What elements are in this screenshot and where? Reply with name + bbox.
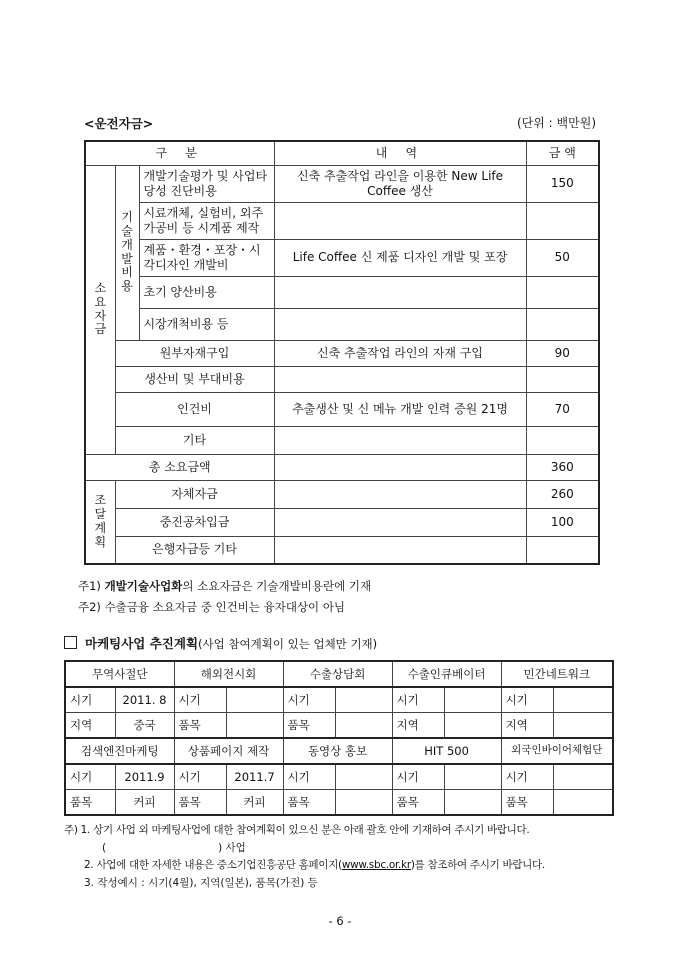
- header-hit-500: HIT 500: [392, 738, 501, 764]
- tech-content: 신축 추출작업 라인을 이용한 New Life Coffee 생산: [274, 165, 526, 202]
- period-label: 시기: [174, 687, 226, 713]
- tech-amount: 150: [526, 165, 599, 202]
- trade-mission-period: 2011. 8: [115, 687, 174, 713]
- header-overseas-exhibition: 해외전시회: [174, 661, 283, 687]
- table-row: [85, 426, 599, 454]
- period-label: 시기: [392, 687, 444, 713]
- table-row: [85, 366, 599, 392]
- header-content: 내 역: [274, 141, 526, 165]
- unit-label: (단위 : 백만원): [517, 116, 596, 130]
- sbc-homepage-link[interactable]: www.sbc.or.kr: [341, 859, 411, 872]
- region-label: 지역: [501, 713, 553, 739]
- exhibition-item: [226, 713, 283, 739]
- tech-item: 시장개척비용 등: [139, 308, 274, 340]
- other-item: 생산비 및 부대비용: [115, 366, 274, 392]
- item-label: 품목: [174, 713, 226, 739]
- table-row: [85, 276, 599, 308]
- header-amount: 금 액: [526, 141, 599, 165]
- period-label: 시기: [65, 687, 115, 713]
- marketing-note-3: 3. 작성예시 : 시기(4월), 지역(일본), 품목(가전) 등: [84, 876, 318, 889]
- table-row: [85, 392, 599, 426]
- period-label: 시기: [501, 687, 553, 713]
- product-page-item: 커피: [226, 790, 283, 816]
- item-label: 품목: [392, 790, 444, 816]
- hit500-period: [444, 764, 501, 790]
- marketing-header-row-1: [65, 661, 613, 687]
- note-1: 주1) 개발기술사업화의 소요자금은 기술개발비용란에 기재: [78, 579, 372, 593]
- tech-item: 시료개체, 실험비, 외주가공비 등 시계품 제작: [139, 202, 274, 239]
- funding-item: 자체자금: [115, 480, 274, 508]
- funding-item: 중진공차입금: [115, 508, 274, 536]
- item-label: 품목: [283, 713, 335, 739]
- header-trade-mission: 무역사절단: [65, 661, 174, 687]
- funding-content: [274, 480, 526, 508]
- header-foreign-buyer: 외국인바이어체험단: [501, 738, 613, 764]
- marketing-period-row-1: [65, 687, 613, 713]
- consultation-item: [335, 713, 392, 739]
- exhibition-period: [226, 687, 283, 713]
- marketing-note-1: 주) 1. 상기 사업 외 마케팅사업에 대한 참여계획이 있으신 분은 아래 괄호 안에 기재하여 주시기 바랍니다.: [64, 824, 530, 836]
- item-label: 품목: [283, 790, 335, 816]
- table-row: [85, 239, 599, 276]
- total-amount: 360: [526, 454, 599, 480]
- other-content: [274, 366, 526, 392]
- tech-content: Life Coffee 신 제품 디자인 개발 및 포장: [274, 239, 526, 276]
- note-2: 주2) 수출금융 소요자금 중 인건비는 융자대상이 아님: [78, 600, 346, 614]
- header-search-engine-marketing: 검색엔진마케팅: [65, 738, 174, 764]
- tech-amount: [526, 202, 599, 239]
- marketing-period-row-2: [65, 764, 613, 790]
- hit500-item: [444, 790, 501, 816]
- network-period: [553, 687, 613, 713]
- table-row: [85, 165, 599, 202]
- buyer-period: [553, 764, 613, 790]
- search-engine-period: 2011.9: [115, 764, 174, 790]
- incubator-period: [444, 687, 501, 713]
- other-amount: 70: [526, 392, 599, 426]
- other-item: 기타: [115, 426, 274, 454]
- funding-amount: [526, 536, 599, 564]
- funding-amount: 100: [526, 508, 599, 536]
- period-label: 시기: [174, 764, 226, 790]
- tech-item: 초기 양산비용: [139, 276, 274, 308]
- incubator-region: [444, 713, 501, 739]
- marketing-section-title: 마케팅사업 추진계획(사업 참여계획이 있는 업체만 기재): [64, 634, 377, 652]
- table-row: [85, 536, 599, 564]
- header-product-page: 상품페이지 제작: [174, 738, 283, 764]
- funding-item: 은행자금등 기타: [115, 536, 274, 564]
- table-row: [85, 480, 599, 508]
- other-content: 신축 추출작업 라인의 자재 구입: [274, 340, 526, 366]
- page-number: - 6 -: [328, 914, 352, 928]
- marketing-note-1b: ( ) 사업: [102, 841, 246, 854]
- other-content: 추출생산 및 신 메뉴 개발 인력 증원 21명: [274, 392, 526, 426]
- tech-amount: 50: [526, 239, 599, 276]
- marketing-item-row-2: [65, 790, 613, 816]
- table-row: [85, 340, 599, 366]
- other-item: 원부자재구입: [115, 340, 274, 366]
- total-row: [85, 454, 599, 480]
- network-region: [553, 713, 613, 739]
- tech-content: [274, 308, 526, 340]
- table-row: [85, 508, 599, 536]
- table-header-row: [85, 141, 599, 165]
- tech-content: [274, 202, 526, 239]
- working-capital-title: <운전자금>: [84, 116, 154, 131]
- marketing-notes: [64, 824, 634, 889]
- marketing-table: [64, 660, 614, 816]
- working-capital-notes: [78, 578, 371, 620]
- period-label: 시기: [392, 764, 444, 790]
- other-amount: [526, 366, 599, 392]
- period-label: 시기: [65, 764, 115, 790]
- table-row: [85, 308, 599, 340]
- header-private-network: 민간네트워크: [501, 661, 613, 687]
- other-item: 인건비: [115, 392, 274, 426]
- funding-content: [274, 536, 526, 564]
- table-row: [85, 202, 599, 239]
- period-label: 시기: [501, 764, 553, 790]
- marketing-region-row-1: [65, 713, 613, 739]
- item-label: 품목: [501, 790, 553, 816]
- tech-amount: [526, 308, 599, 340]
- group-funding-label: 조달계획: [85, 480, 115, 564]
- marketing-note-2: 2. 사업에 대한 자세한 내용은 중소기업진흥공단 홈페이지(www.sbc.or.kr)를 참조하여 주시기 바랍니다.: [84, 859, 545, 872]
- other-amount: 90: [526, 340, 599, 366]
- region-label: 지역: [392, 713, 444, 739]
- tech-amount: [526, 276, 599, 308]
- header-category: 구 분: [85, 141, 274, 165]
- period-label: 시기: [283, 764, 335, 790]
- tech-item: 개발기술평가 및 사업타당성 진단비용: [139, 165, 274, 202]
- group-required-label: 소요자금: [85, 165, 115, 454]
- item-label: 품목: [174, 790, 226, 816]
- video-period: [335, 764, 392, 790]
- header-video-promotion: 동영상 홍보: [283, 738, 392, 764]
- funding-amount: 260: [526, 480, 599, 508]
- region-label: 지역: [65, 713, 115, 739]
- tech-item: 계품・환경・포장・시각디자인 개발비: [139, 239, 274, 276]
- item-label: 품목: [65, 790, 115, 816]
- header-export-incubator: 수출인큐베이터: [392, 661, 501, 687]
- marketing-header-row-2: [65, 738, 613, 764]
- period-label: 시기: [283, 687, 335, 713]
- product-page-period: 2011.7: [226, 764, 283, 790]
- group-tech-label: 기술개발비용: [115, 165, 139, 340]
- search-engine-item: 커피: [115, 790, 174, 816]
- working-capital-table: [84, 140, 600, 565]
- funding-content: [274, 508, 526, 536]
- header-export-consultation: 수출상담회: [283, 661, 392, 687]
- video-item: [335, 790, 392, 816]
- tech-content: [274, 276, 526, 308]
- total-label: 총 소요금액: [85, 454, 274, 480]
- trade-mission-region: 중국: [115, 713, 174, 739]
- other-content: [274, 426, 526, 454]
- buyer-item: [553, 790, 613, 816]
- other-amount: [526, 426, 599, 454]
- consultation-period: [335, 687, 392, 713]
- checkbox-square-icon: [64, 636, 77, 649]
- total-content: [274, 454, 526, 480]
